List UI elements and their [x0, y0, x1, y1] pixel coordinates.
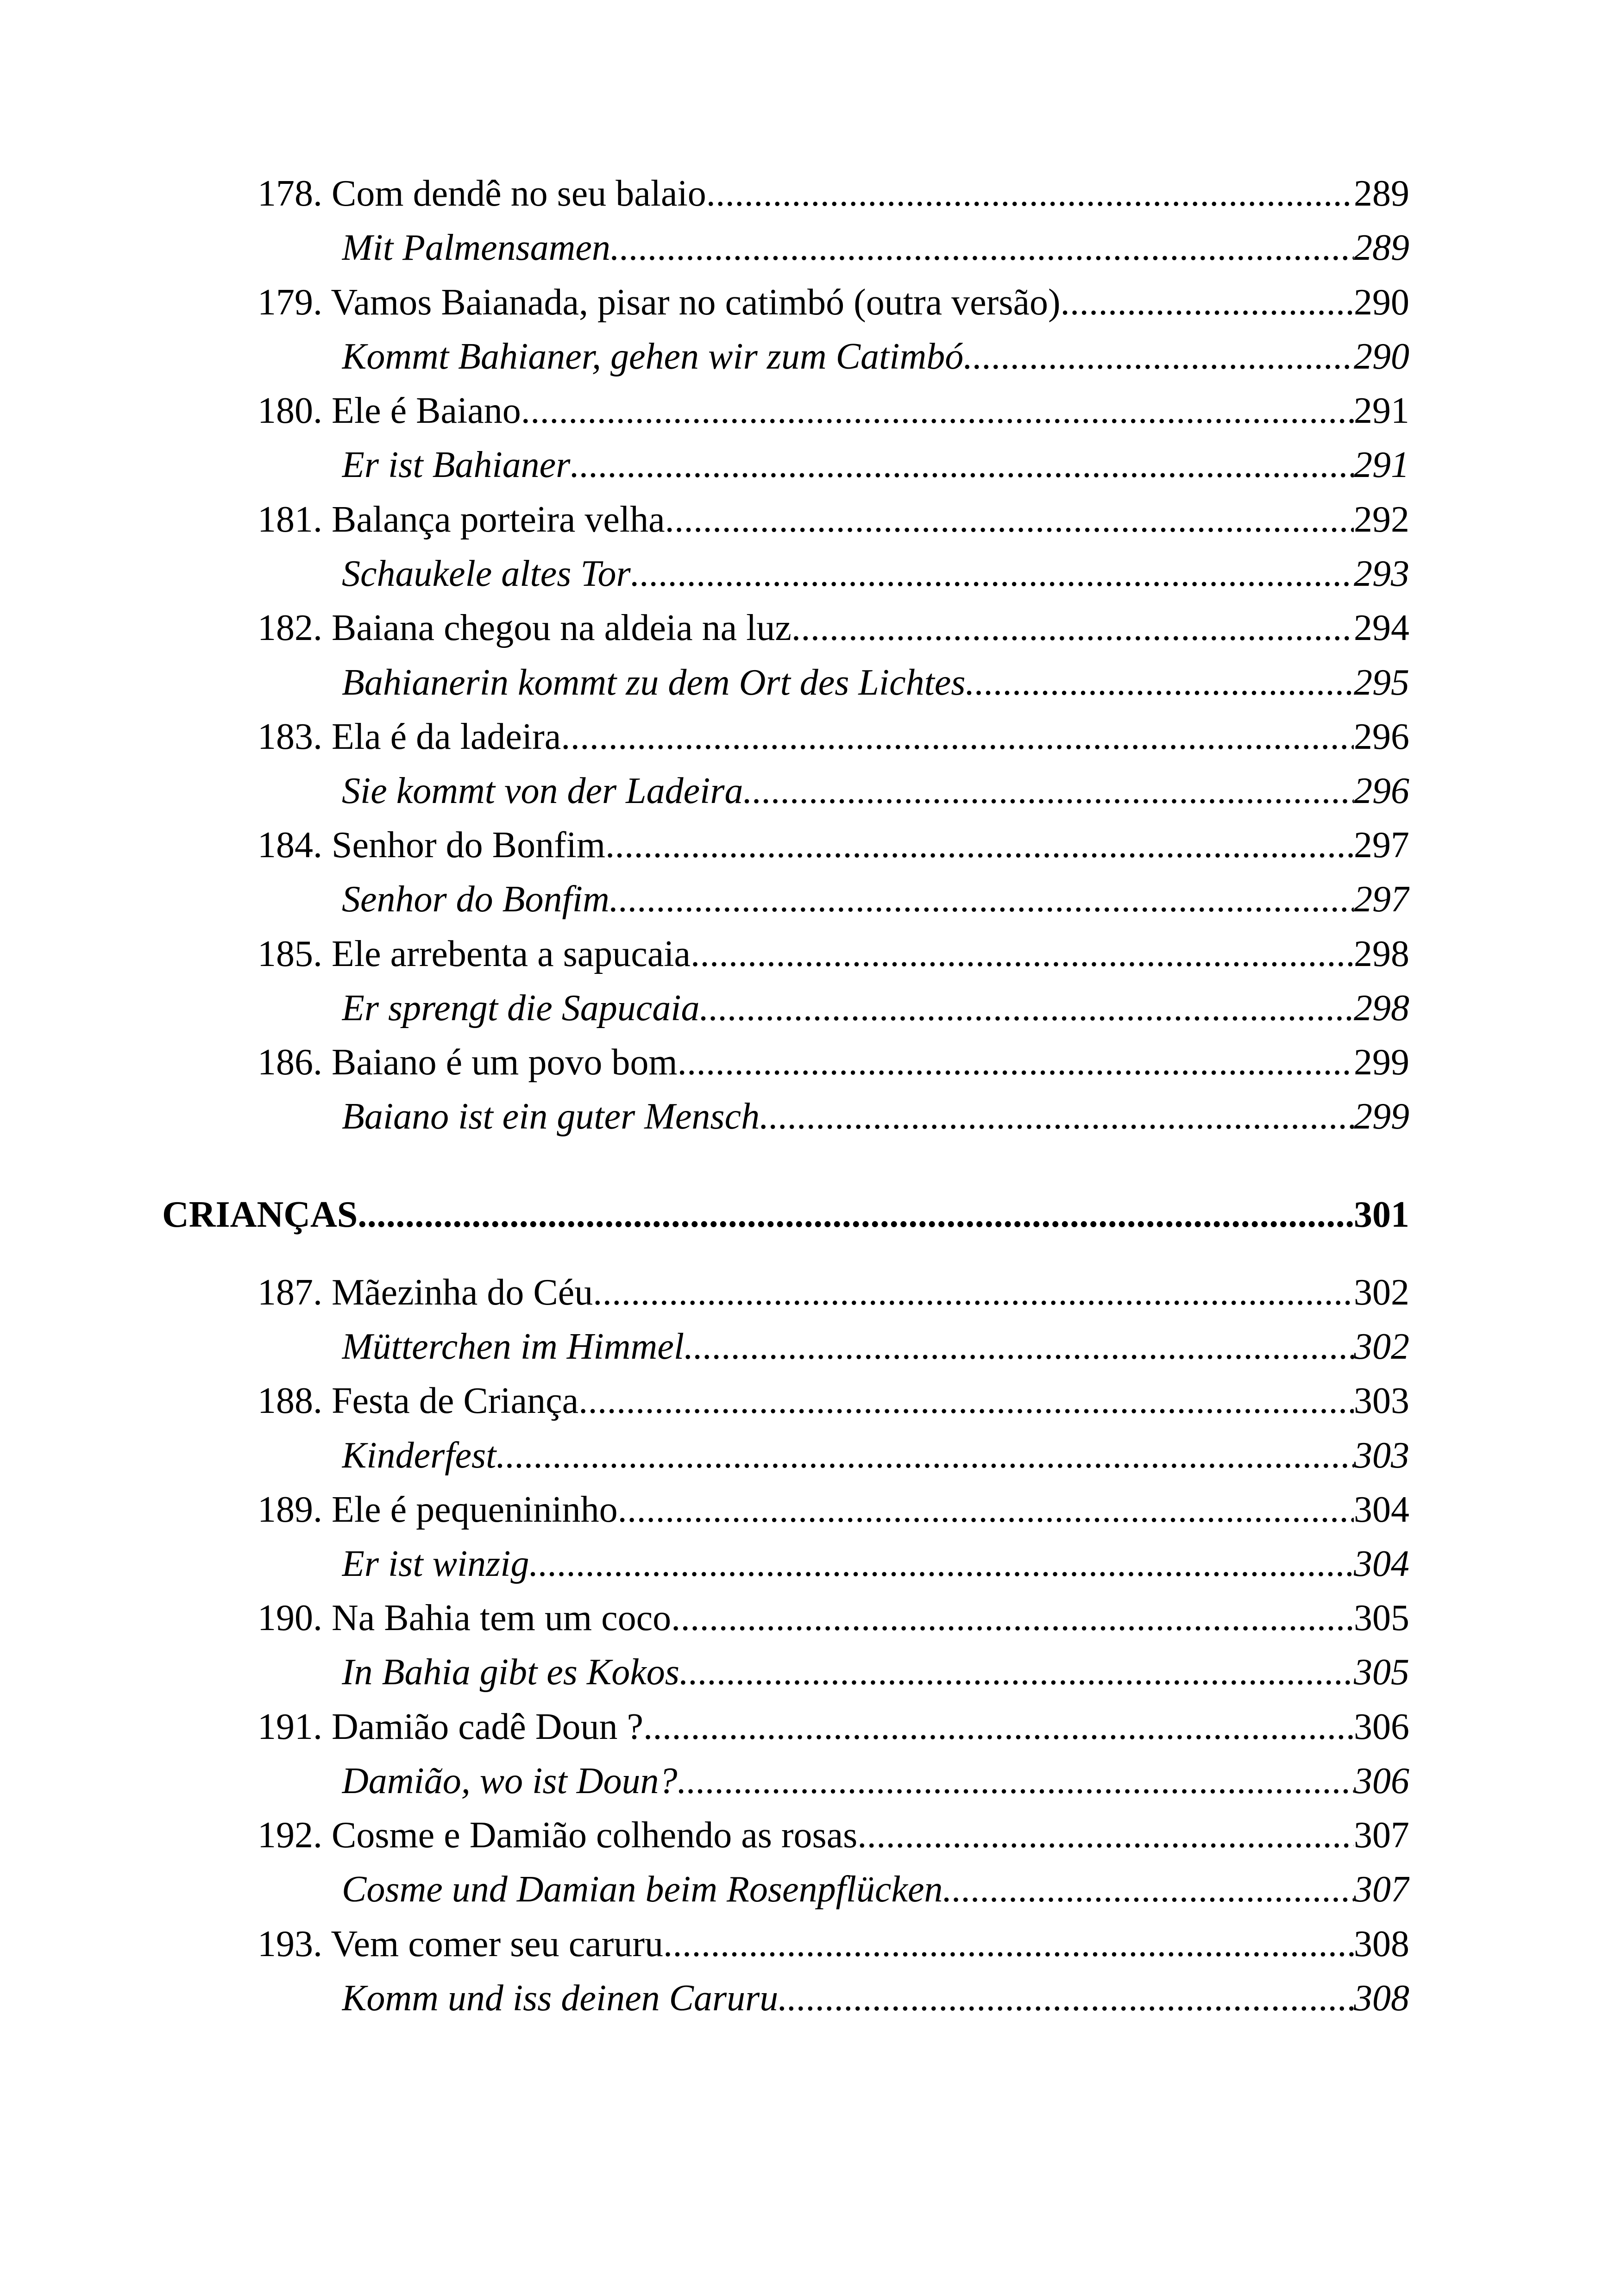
toc-translation-179	[342, 333, 1409, 384]
dot-leader	[706, 170, 1354, 217]
dot-leader	[663, 1921, 1354, 1967]
toc-entry-184	[258, 822, 1409, 873]
toc-page-number: 304	[1354, 1543, 1409, 1584]
toc-entry-title: 184. Senhor do Bonfim	[258, 825, 606, 866]
toc-translation-181	[342, 551, 1409, 602]
dot-leader	[529, 1541, 1354, 1587]
toc-translation-title: Er sprengt die Sapucaia	[342, 988, 700, 1029]
toc-page-number: 298	[1354, 988, 1409, 1029]
dot-leader	[700, 985, 1354, 1031]
toc-entry-title: 191. Damião cadê Doun ?	[258, 1706, 644, 1747]
toc-page-number: 293	[1354, 553, 1409, 594]
toc-translation-184	[342, 876, 1409, 927]
toc-entry-182	[258, 605, 1409, 656]
dot-leader	[618, 1487, 1354, 1533]
toc-translation-186	[342, 1093, 1409, 1144]
dot-leader	[496, 1432, 1354, 1479]
section-page-number: 301	[1354, 1194, 1409, 1235]
dot-leader	[593, 1269, 1354, 1316]
toc-translation-title: Cosme und Damian beim Rosenpflücken	[342, 1869, 943, 1910]
toc-page-number: 303	[1354, 1380, 1409, 1421]
dot-leader	[605, 822, 1354, 868]
dot-leader	[787, 1975, 1354, 2021]
dot-leader	[943, 1866, 1354, 1913]
toc-entry-187	[258, 1269, 1409, 1320]
toc-entry-title: 182. Baiana chegou na aldeia na luz	[258, 608, 792, 648]
toc-translation-182	[342, 659, 1409, 710]
toc-page-number: 289	[1354, 227, 1409, 268]
toc-entry-title: 185. Ele arrebenta a sapucaia	[258, 934, 691, 974]
toc-translation-189	[342, 1541, 1409, 1592]
toc-translation-title: Komm und iss deinen Caruru.	[342, 1978, 788, 2019]
toc-translation-title: Er ist winzig	[342, 1543, 529, 1584]
toc-translation-title: Kinderfest	[342, 1435, 496, 1476]
dot-leader	[678, 1039, 1354, 1085]
toc-page-number: 302	[1354, 1326, 1409, 1367]
toc-page-number: 294	[1354, 608, 1409, 648]
dot-leader	[963, 333, 1354, 380]
toc-entry-title: 178. Com dendê no seu balaio	[258, 173, 706, 214]
toc-page-number: 307	[1354, 1815, 1409, 1856]
toc-page-number: 304	[1354, 1489, 1409, 1530]
toc-translation-title: Schaukele altes Tor	[342, 553, 631, 594]
toc-page-number: 306	[1354, 1761, 1409, 1801]
toc-entry-191	[258, 1704, 1409, 1755]
dot-leader	[578, 1378, 1354, 1424]
toc-page-number: 295	[1354, 662, 1409, 703]
toc-entry-title: 190. Na Bahia tem um coco	[258, 1598, 672, 1638]
toc-page-number: 291	[1354, 390, 1409, 431]
toc-entry-title: 180. Ele é Baiano	[258, 390, 521, 431]
toc-translation-192	[342, 1866, 1409, 1917]
dot-leader	[561, 714, 1354, 760]
toc-entry-title: 192. Cosme e Damião colhendo as rosas	[258, 1815, 858, 1856]
dot-leader	[1061, 279, 1354, 326]
toc-entry-180	[258, 388, 1409, 439]
toc-page-number: 291	[1354, 445, 1409, 485]
toc-translation-183	[342, 768, 1409, 819]
toc-translation-title: Baiano ist ein guter Mensch	[342, 1096, 760, 1137]
toc-translation-185	[342, 985, 1409, 1036]
dot-leader	[966, 659, 1354, 706]
toc-page-number: 308	[1354, 1924, 1409, 1964]
toc-entry-183	[258, 714, 1409, 765]
dot-leader	[521, 388, 1354, 434]
toc-entry-192	[258, 1812, 1409, 1863]
toc-translation-title: Kommt Bahianer, gehen wir zum Catimbó	[342, 336, 964, 377]
toc-entry-181	[258, 496, 1409, 547]
dot-leader	[358, 1192, 1354, 1238]
dot-leader	[570, 442, 1354, 488]
toc-translation-title: Damião, wo ist Doun?	[342, 1761, 678, 1801]
toc-entry-title: 187. Mãezinha do Céu	[258, 1272, 593, 1313]
toc-entry-189	[258, 1487, 1409, 1537]
toc-translation-191	[342, 1758, 1409, 1809]
toc-page-number: 290	[1354, 282, 1409, 323]
dot-leader	[684, 1324, 1354, 1370]
toc-page-number: 299	[1354, 1042, 1409, 1083]
toc-entry-179	[258, 279, 1409, 330]
toc-page-number: 292	[1354, 499, 1409, 540]
dot-leader	[671, 1595, 1354, 1641]
toc-entry-178	[258, 170, 1409, 221]
toc-entry-title: 189. Ele é pequenininho	[258, 1489, 618, 1530]
toc-page-number: 297	[1354, 879, 1409, 920]
toc-entry-185	[258, 931, 1409, 982]
toc-page-number: 305	[1354, 1652, 1409, 1693]
toc-translation-178	[342, 225, 1409, 276]
dot-leader	[678, 1758, 1354, 1804]
toc-page-number: 306	[1354, 1706, 1409, 1747]
dot-leader	[631, 551, 1354, 597]
dot-leader	[691, 931, 1354, 977]
toc-entry-title: 179. Vamos Baianada, pisar no catimbó (outra versão)	[258, 282, 1061, 323]
dot-leader	[610, 225, 1354, 271]
toc-entry-186	[258, 1039, 1409, 1090]
dot-leader	[665, 496, 1354, 543]
dot-leader	[643, 1704, 1354, 1750]
toc-translation-title: Er ist Bahianer	[342, 445, 571, 485]
toc-page-number: 289	[1354, 173, 1409, 214]
dot-leader	[609, 876, 1354, 922]
dot-leader	[760, 1093, 1354, 1140]
toc-translation-180	[342, 442, 1409, 493]
toc-entry-title: 193. Vem comer seu caruru	[258, 1924, 664, 1964]
toc-entry-title: 181. Balança porteira velha	[258, 499, 665, 540]
toc-translation-title: Bahianerin kommt zu dem Ort des Lichtes	[342, 662, 966, 703]
dot-leader	[857, 1812, 1354, 1858]
toc-entry-title: 186. Baiano é um povo bom	[258, 1042, 678, 1083]
toc-translation-title: Mütterchen im Himmel	[342, 1326, 685, 1367]
section-title: CRIANÇAS	[162, 1194, 358, 1235]
toc-page-number: 308	[1354, 1978, 1409, 2019]
toc-translation-title: Senhor do Bonfim	[342, 879, 609, 920]
toc-page-number: 303	[1354, 1435, 1409, 1476]
dot-leader	[792, 605, 1354, 651]
toc-translation-title: Sie kommt von der Ladeira	[342, 771, 743, 811]
toc-entry-title: 188. Festa de Criança	[258, 1380, 579, 1421]
toc-page-number: 307	[1354, 1869, 1409, 1910]
toc-translation-title: In Bahia gibt es Kokos	[342, 1652, 679, 1693]
dot-leader	[679, 1649, 1354, 1695]
toc-page-number: 305	[1354, 1598, 1409, 1638]
toc-page-number: 297	[1354, 825, 1409, 866]
toc-translation-title: Mit Palmensamen	[342, 227, 610, 268]
toc-entry-193	[258, 1921, 1409, 1972]
toc-page-number: 296	[1354, 716, 1409, 757]
toc-translation-188	[342, 1432, 1409, 1483]
toc-page-number: 299	[1354, 1096, 1409, 1137]
toc-page-number: 296	[1354, 771, 1409, 811]
toc-page-number: 302	[1354, 1272, 1409, 1313]
toc-translation-193	[342, 1975, 1409, 2026]
toc-entry-title: 183. Ela é da ladeira	[258, 716, 561, 757]
dot-leader	[743, 768, 1354, 814]
toc-translation-190	[342, 1649, 1409, 1700]
toc-section-heading	[162, 1192, 1409, 1242]
toc-entry-190	[258, 1595, 1409, 1646]
toc-page-number: 298	[1354, 934, 1409, 974]
toc-entry-188	[258, 1378, 1409, 1429]
toc-translation-187	[342, 1324, 1409, 1374]
toc-page-number: 290	[1354, 336, 1409, 377]
